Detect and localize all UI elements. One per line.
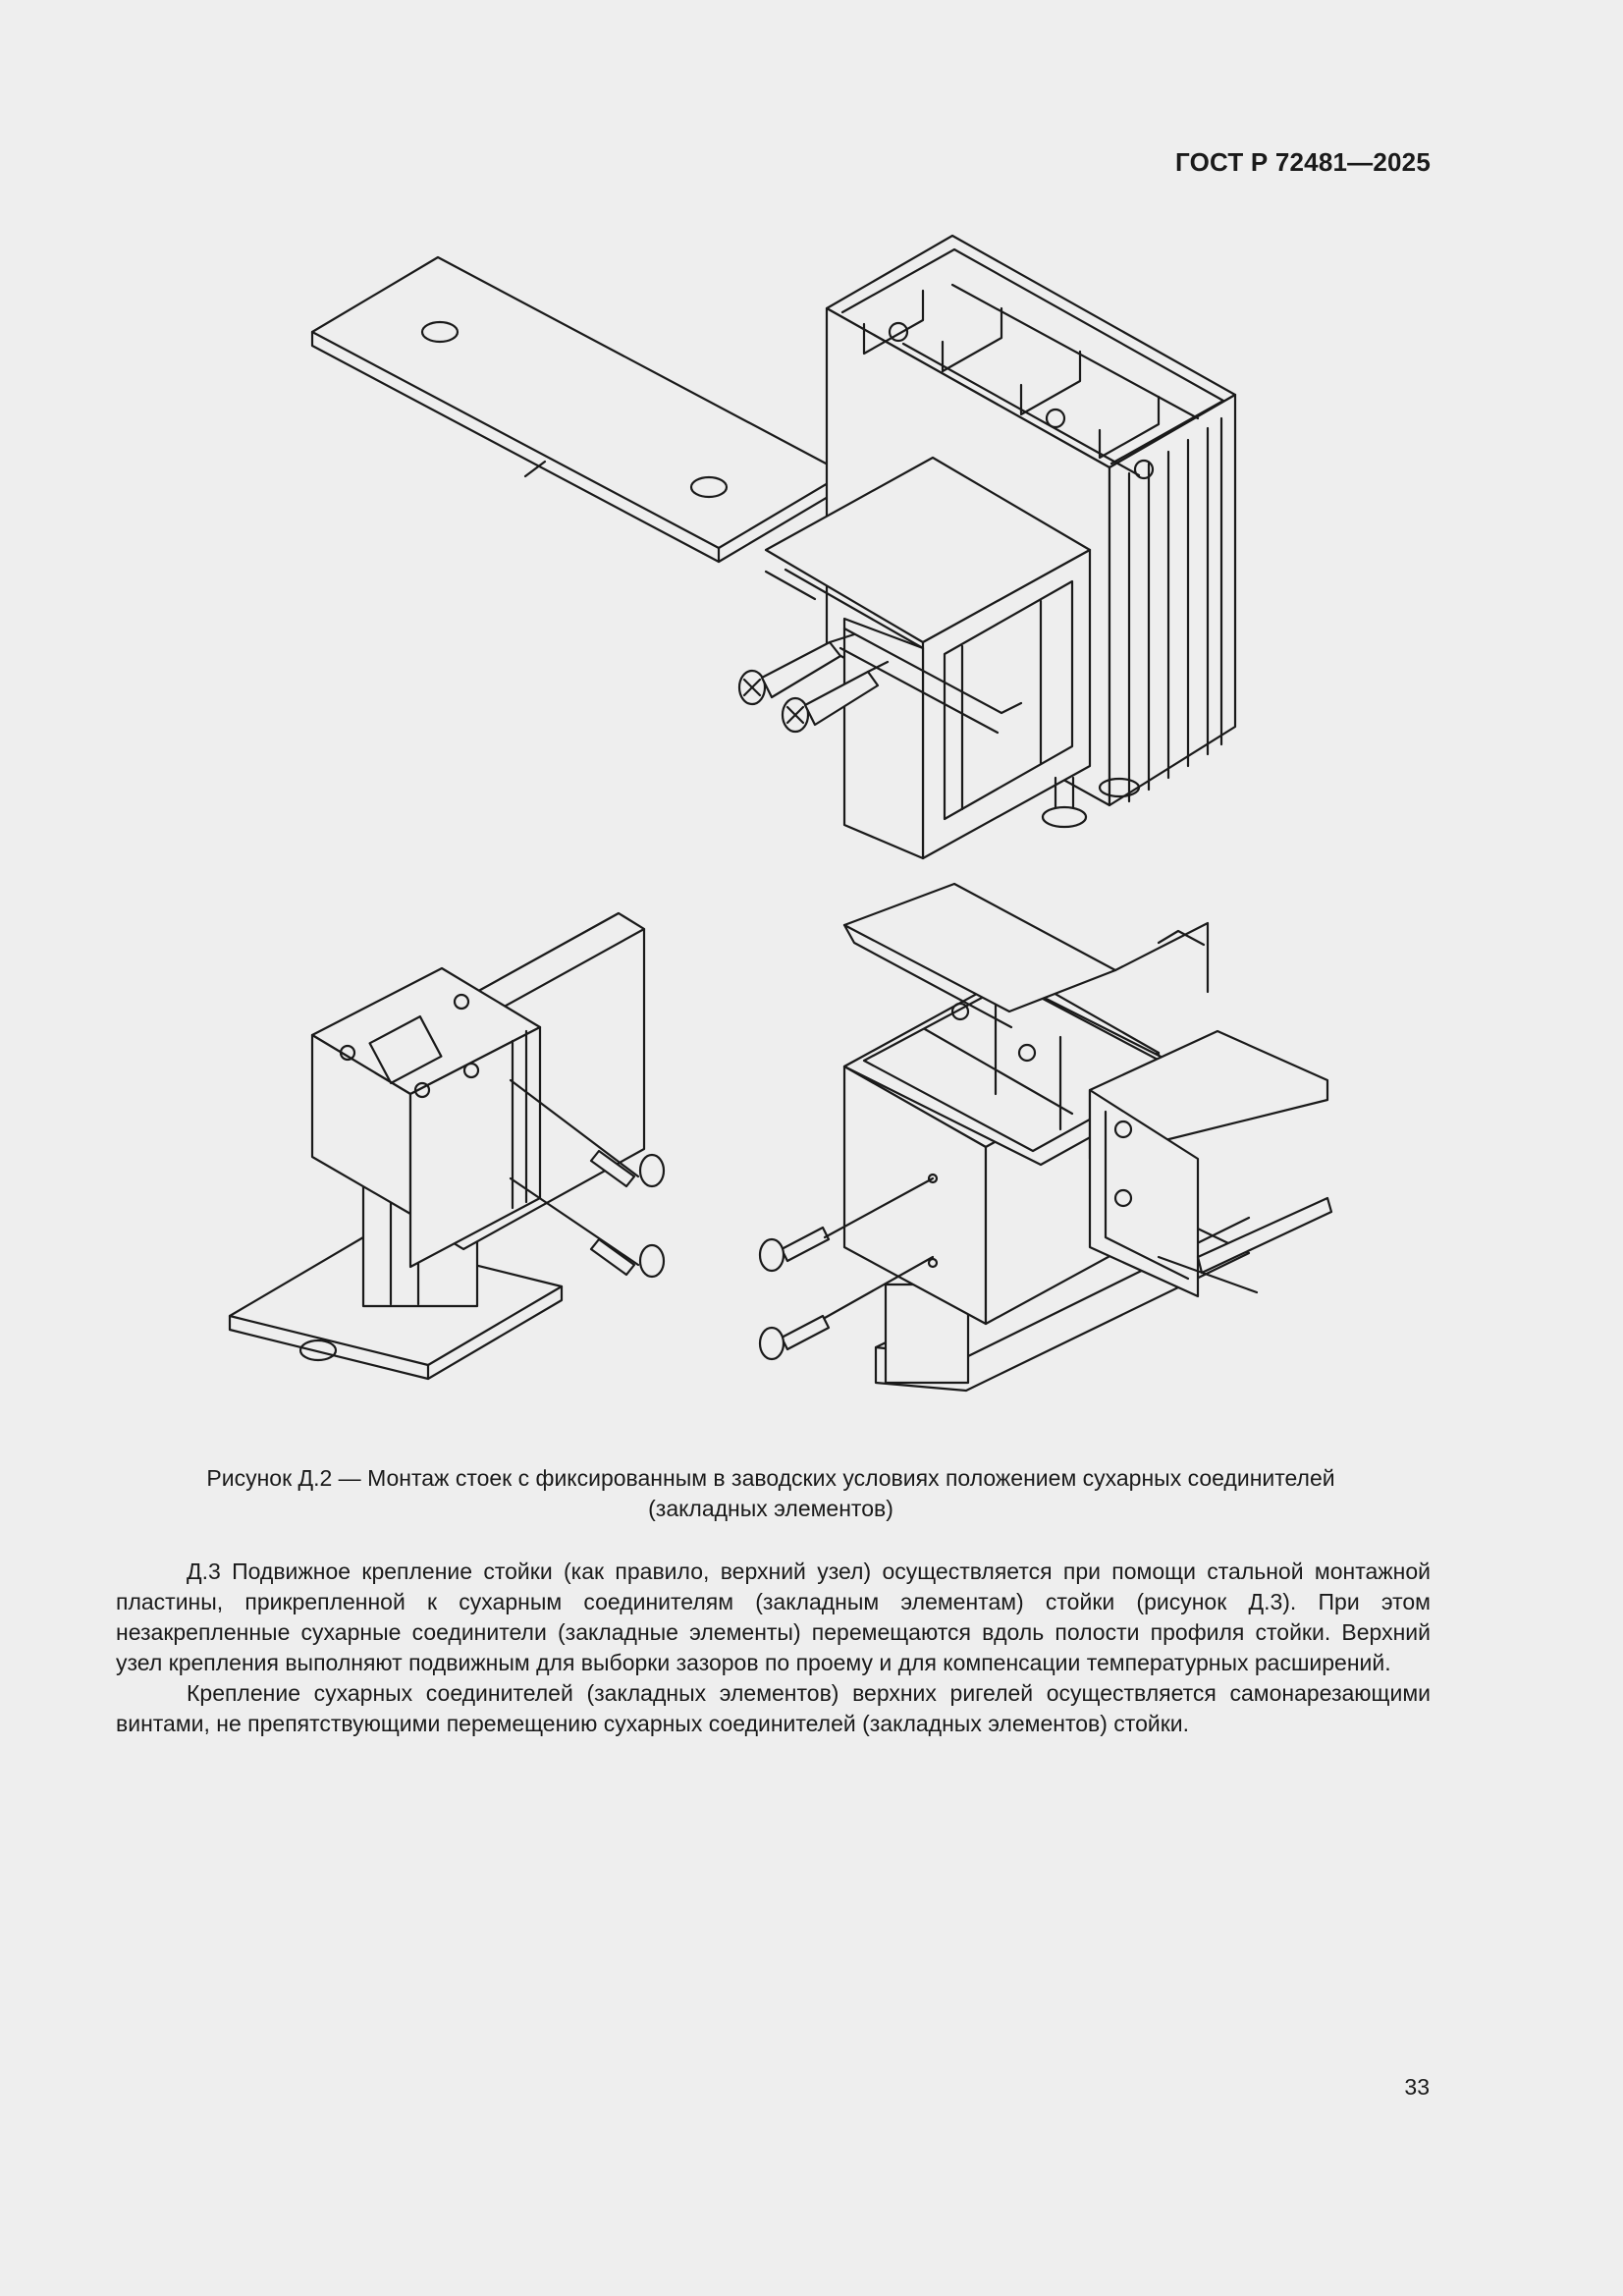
document-code: ГОСТ Р 72481—2025 bbox=[1175, 147, 1431, 177]
bottom-left-assembly-drawing bbox=[230, 913, 664, 1379]
caption-line-1: Рисунок Д.2 — Монтаж стоек с фиксированным в заводских условиях положением сухарных соединителей bbox=[206, 1465, 1335, 1491]
caption-line-2: (закладных элементов) bbox=[648, 1496, 893, 1521]
paragraph-fastening: Крепление сухарных соединителей (закладных элементов) верхних ригелей осуществляется самонарезающими винтами, не препятствующими перемещению сухарных соединителей (закладных элементов) стойки. bbox=[116, 1680, 1431, 1736]
paragraph-d3: Д.3 Подвижное крепление стойки (как правило, верхний узел) осуществляется при помощи стальной монтажной пластины, прикрепленной к сухарным соединителям (закладным элементам) стойки (рисунок Д.3). При этом незакрепленные сухарные соединители (закладные элементы) перемещаются вдоль полости профиля стойки. Верхний узел крепления выполняют подвижным для выборки зазоров по проему и для компенсации температурных расширений. bbox=[116, 1558, 1431, 1675]
top-assembly-drawing bbox=[312, 236, 1235, 858]
bottom-right-assembly-drawing bbox=[760, 884, 1331, 1391]
page-number: 33 bbox=[1404, 2074, 1430, 2100]
figure-caption bbox=[147, 1463, 1394, 1524]
body-text bbox=[116, 1557, 1431, 1739]
mounting-plate bbox=[312, 257, 844, 562]
figure-d2-drawing bbox=[177, 216, 1473, 1434]
